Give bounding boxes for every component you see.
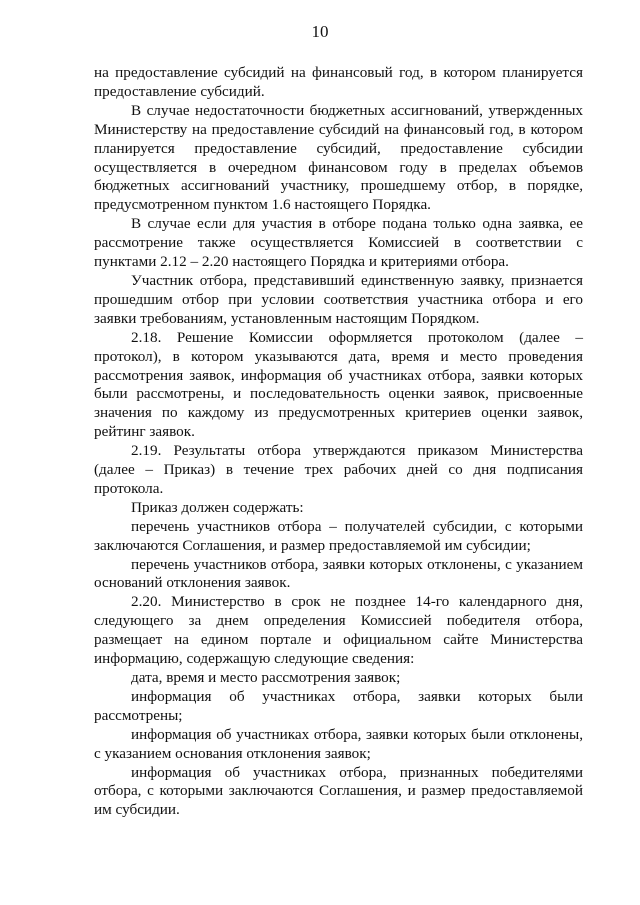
list-item-rejected: перечень участников отбора, заявки которых отклонены, с указанием оснований отклонения заявок. <box>94 555 583 592</box>
list-item-recipients: перечень участников отбора – получателей субсидии, с которыми заключаются Соглашения, и размер предоставляемой им субсидии; <box>94 517 583 554</box>
paragraph-2-20: 2.20. Министерство в срок не позднее 14-го календарного дня, следующего за днем определения Комиссией победителя отбора, размещает на едином портале и официальном сайте Министерства информацию, содержащую следующие сведения: <box>94 593 583 668</box>
paragraph-continuation: на предоставление субсидий на финансовый год, в котором планируется предоставление субсидий. <box>94 64 583 100</box>
list-item-rejected-participants: информация об участниках отбора, заявки которых были отклонены, с указанием основания отклонения заявок; <box>94 725 583 762</box>
document-body <box>94 64 583 820</box>
paragraph-insufficient-funds: В случае недостаточности бюджетных ассигнований, утвержденных Министерству на предоставление субсидий на финансовый год, в котором планируется предоставление субсидий, предоставление субсидии осуществляется в очередном финансовом году в пределах объемов бюджетных ассигнований участнику, прошедшему отбор, в порядке, предусмотренном пунктом 1.6 настоящего Порядка. <box>94 101 583 214</box>
paragraph-2-18: 2.18. Решение Комиссии оформляется протоколом (далее – протокол), в котором указываются дата, время и место проведения рассмотрения заявок, информация об участниках отбора, заявки которых были рассмотрены, и последовательность оценки заявок, присвоенные значения по каждому из предусмотренных критериев оценки заявок, рейтинг заявок. <box>94 328 583 441</box>
list-item-winners: информация об участниках отбора, признанных победителями отбора, с которыми заключаются Соглашения, и размер предоставляемой им субсидии. <box>94 763 583 819</box>
paragraph-single-participant: Участник отбора, представивший единственную заявку, признается прошедшим отбор при условии соответствия участника отбора и его заявки требованиям, установленным настоящим Порядком. <box>94 271 583 327</box>
paragraph-2-19: 2.19. Результаты отбора утверждаются приказом Министерства (далее – Приказ) в течение трех рабочих дней со дня подписания протокола. <box>94 442 583 497</box>
paragraph-single-application: В случае если для участия в отборе подана только одна заявка, ее рассмотрение также осуществляется Комиссией в соответствии с пунктами 2.12 – 2.20 настоящего Порядка и критериями отбора. <box>94 215 583 271</box>
paragraph-order-contents: Приказ должен содержать: <box>131 498 304 516</box>
list-item-reviewed-participants: информация об участниках отбора, заявки которых были рассмотрены; <box>94 687 583 724</box>
page-number: 10 <box>311 22 329 41</box>
list-item-date-time-place: дата, время и место рассмотрения заявок; <box>131 669 401 686</box>
